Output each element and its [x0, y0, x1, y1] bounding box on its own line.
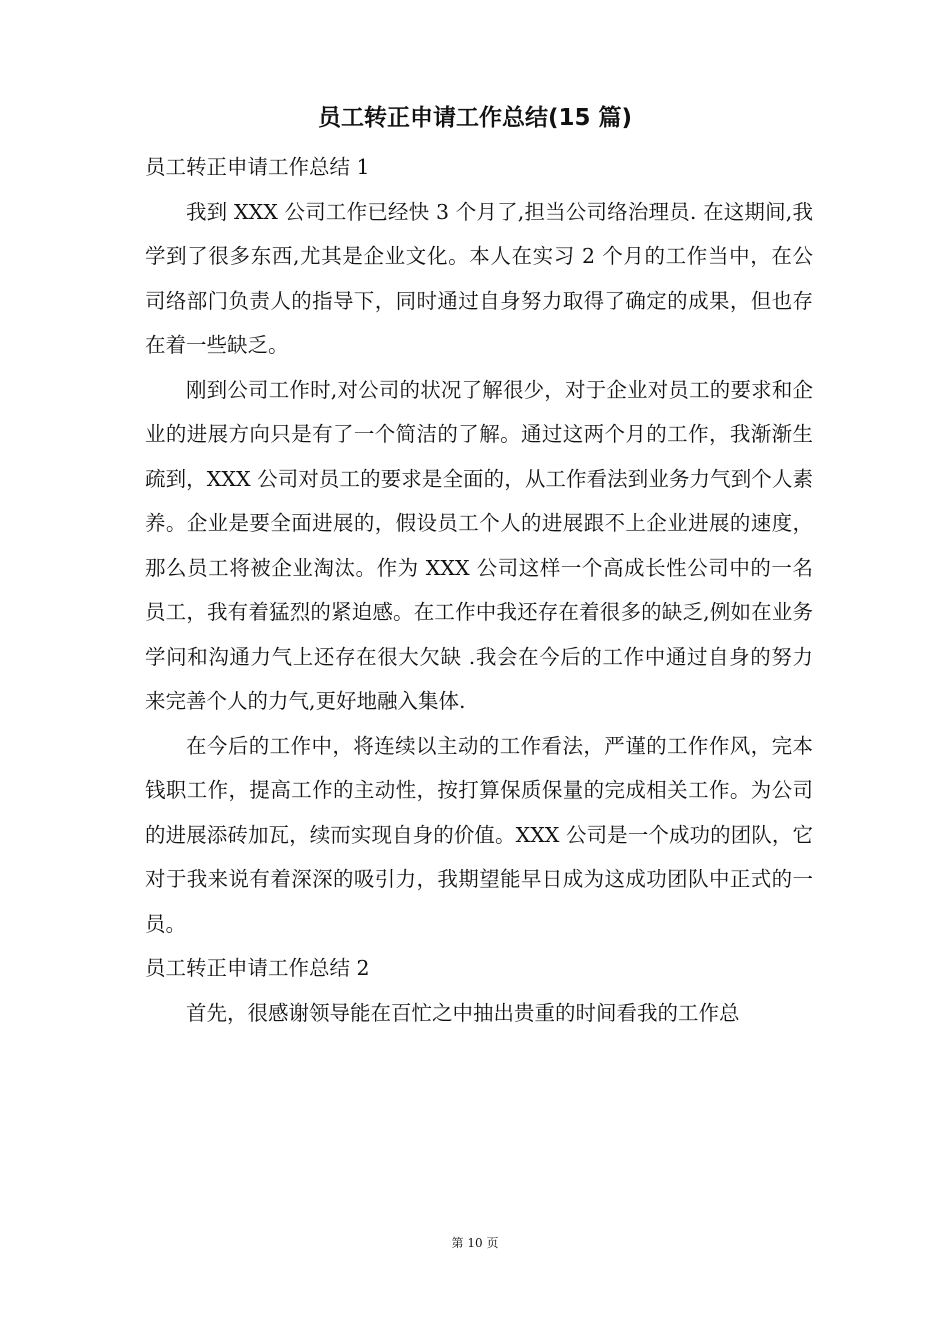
page-number: 第 10 页: [451, 1236, 499, 1250]
section-heading-1: 员工转正申请工作总结 1: [145, 155, 370, 179]
section-1-paragraph-2: 刚到公司工作时,对公司的状况了解很少，对于企业对员工的要求和企业的进展方向只是有了一个简洁的了解。通过这两个月的工作，我渐渐生疏到，XXX 公司对员工的要求是全面的，从工作看法到业务力气到个人素养。企业是要全面进展的，假设员工个人的进展跟不上企业进展的速度，那么员工将被企业淘汰。作为 XXX 公司这样一个高成长性公司中的一名员工，我有着猛烈的紧迫感。在工作中我还存在着很多的缺乏,例如在业务学问和沟通力气上还存在很大欠缺 .我会在今后的工作中通过自身的努力来完善个人的力气,更好地融入集体.: [145, 377, 813, 713]
section-1-paragraph-3: 在今后的工作中，将连续以主动的工作看法，严谨的工作作风，完本钱职工作，提高工作的主动性，按打算保质保量的完成相关工作。为公司的进展添砖加瓦，续而实现自身的价值。XXX 公司是一个成功的团队，它对于我来说有着深深的吸引力，我期望能早日成为这成功团队中正式的一员。: [145, 733, 813, 936]
document-body: [145, 145, 813, 1035]
document-title: 员工转正申请工作总结(15 篇): [317, 105, 633, 131]
section-2-paragraph-1: 首先，很感谢领导能在百忙之中抽出贵重的时间看我的工作总: [186, 1000, 740, 1025]
section-1-paragraph-1: 我到 XXX 公司工作已经快 3 个月了,担当公司络治理员. 在这期间,我学到了很多东西,尤其是企业文化。本人在实习 2 个月的工作当中，在公司络部门负责人的指导下，同时通过自身努力取得了确定的成果，但也存在着一些缺乏。: [145, 199, 813, 357]
section-heading-2: 员工转正申请工作总结 2: [145, 956, 370, 980]
